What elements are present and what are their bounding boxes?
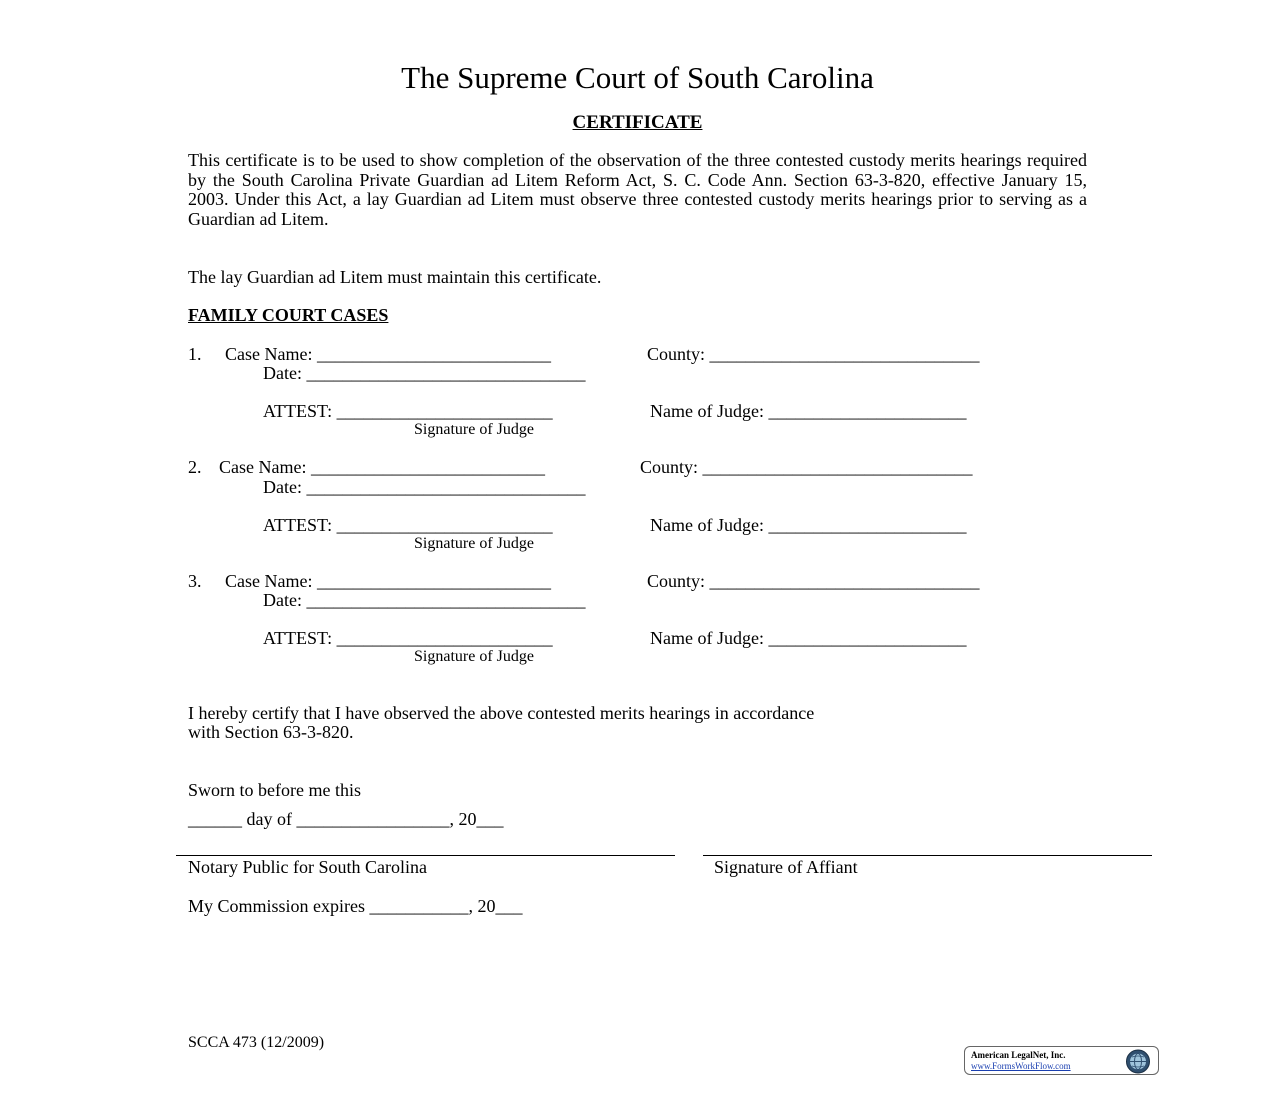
county-field[interactable]: County: ______________________________: [647, 344, 980, 364]
maintain-note: The lay Guardian ad Litem must maintain this certificate.: [188, 267, 602, 287]
commission-expires-field[interactable]: My Commission expires ___________, 20___: [188, 896, 523, 916]
attest-field[interactable]: ATTEST: ________________________: [263, 515, 553, 535]
date-field[interactable]: Date: _______________________________: [263, 590, 586, 610]
certification-statement-line2: with Section 63-3-820.: [188, 722, 354, 742]
certification-statement-line1: I hereby certify that I have observed the above contested merits hearings in accordance: [188, 703, 815, 723]
case-name-field[interactable]: Case Name: __________________________: [219, 457, 545, 477]
affiant-caption: Signature of Affiant: [714, 857, 858, 877]
attest-field[interactable]: ATTEST: ________________________: [263, 628, 553, 648]
notary-caption: Notary Public for South Carolina: [188, 857, 427, 877]
case-number: 2.: [188, 457, 202, 477]
sworn-date-field[interactable]: ______ day of _________________, 20___: [188, 809, 504, 829]
case-name-field[interactable]: Case Name: __________________________: [225, 571, 551, 591]
judge-name-field[interactable]: Name of Judge: ______________________: [650, 628, 967, 648]
judge-name-field[interactable]: Name of Judge: ______________________: [650, 401, 967, 421]
globe-icon: [1120, 1048, 1156, 1075]
case-name-field[interactable]: Case Name: __________________________: [225, 344, 551, 364]
date-field[interactable]: Date: _______________________________: [263, 477, 586, 497]
case-number: 1.: [188, 344, 202, 364]
intro-paragraph: This certificate is to be used to show completion of the observation of the three contested custody merits hearings required by the South Carolina Private Guardian ad Litem Reform Act, S. C. Code Ann. Section 63-3-820, effective January 15, 2003. Under this Act, a lay Guardian ad Litem must observe three contested custody merits hearings prior to serving as a Guardian ad Litem.: [188, 150, 1087, 229]
section-heading: FAMILY COURT CASES: [188, 305, 389, 325]
date-field[interactable]: Date: _______________________________: [263, 363, 586, 383]
company-logo[interactable]: [964, 1046, 1159, 1075]
signature-caption: Signature of Judge: [414, 648, 534, 665]
signature-caption: Signature of Judge: [414, 535, 534, 552]
logo-company-name: American LegalNet, Inc.: [971, 1050, 1066, 1060]
judge-name-field[interactable]: Name of Judge: ______________________: [650, 515, 967, 535]
form-id: SCCA 473 (12/2009): [188, 1034, 325, 1051]
sworn-text: Sworn to before me this: [188, 780, 361, 800]
attest-field[interactable]: ATTEST: ________________________: [263, 401, 553, 421]
page-title: The Supreme Court of South Carolina: [401, 60, 874, 95]
logo-url-link[interactable]: www.FormsWorkFlow.com: [971, 1061, 1071, 1071]
case-number: 3.: [188, 571, 202, 591]
signature-caption: Signature of Judge: [414, 421, 534, 438]
certificate-heading: CERTIFICATE: [572, 112, 703, 133]
county-field[interactable]: County: ______________________________: [647, 571, 980, 591]
county-field[interactable]: County: ______________________________: [640, 457, 973, 477]
